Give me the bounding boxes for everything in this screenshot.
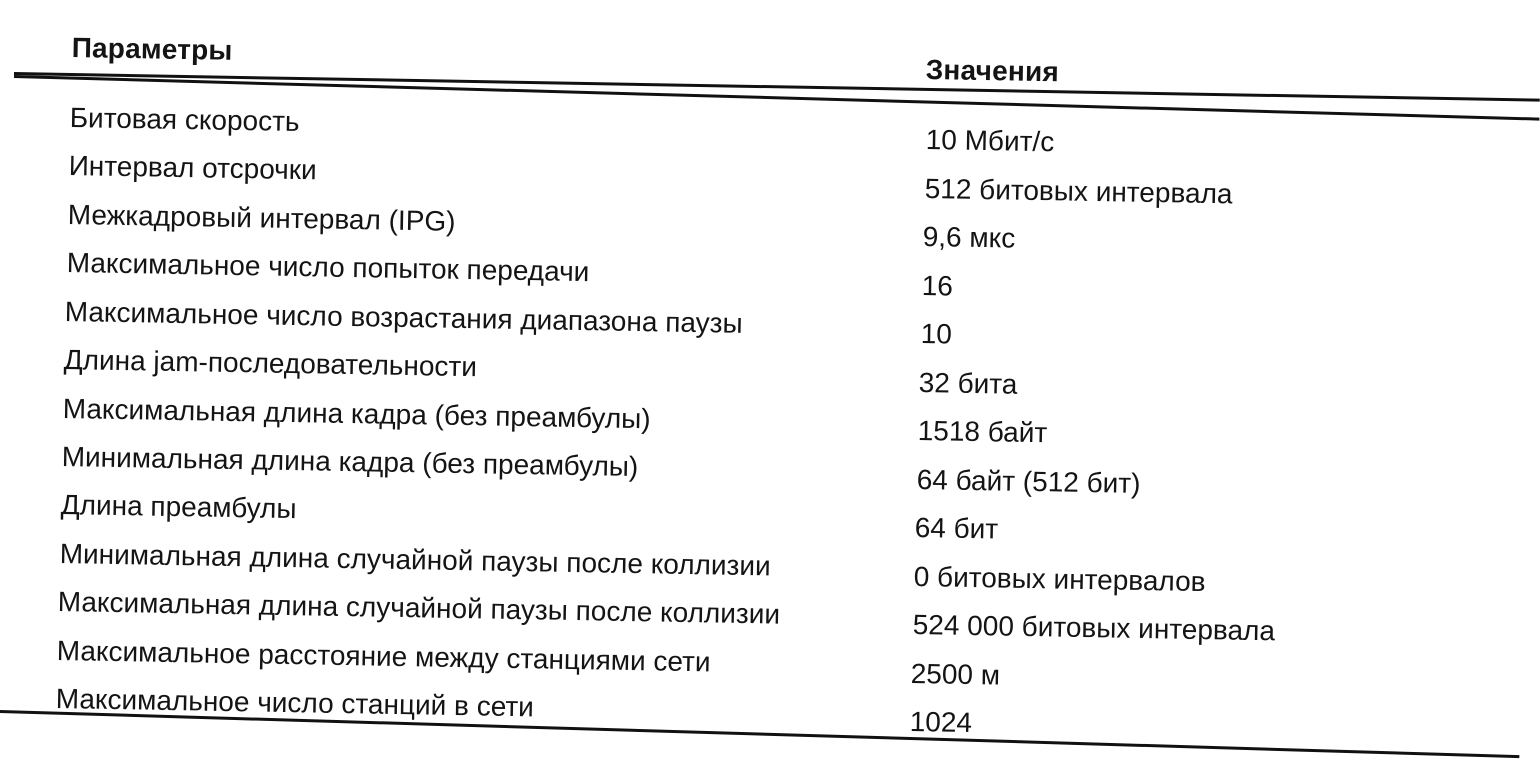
row-parameter: Межкадровый интервал (IPG)	[67, 198, 456, 237]
row-parameter: Максимальное число станций в сети	[55, 683, 535, 723]
row-value: 0 битовых интервалов	[913, 560, 1206, 597]
row-parameter: Длина jam-последовательности	[63, 344, 478, 383]
row-parameter: Длина преамбулы	[60, 489, 297, 525]
row-value: 512 битовых интервала	[924, 172, 1233, 209]
row-value: 524 000 битовых интервала	[912, 609, 1275, 647]
row-value: 10	[920, 318, 952, 350]
row-parameter: Интервал отсрочки	[68, 150, 317, 186]
row-value: 64 байт (512 бит)	[916, 463, 1141, 499]
row-value: 10 Мбит/с	[925, 124, 1055, 158]
column-header-parameters: Параметры	[71, 32, 233, 66]
row-parameter: Минимальная длина случайной паузы после коллизии	[58, 537, 771, 582]
column-header-values: Значения	[925, 54, 1060, 88]
row-parameter: Минимальная длина кадра (без преамбулы)	[61, 440, 639, 482]
row-parameter: Битовая скорость	[69, 102, 300, 138]
row-parameter: Максимальная длина случайной паузы после коллизии	[57, 586, 781, 630]
row-value: 2500 м	[910, 657, 1001, 691]
row-value: 1518 байт	[917, 415, 1048, 449]
row-value: 64 бит	[914, 512, 999, 545]
row-value: 32 бита	[918, 366, 1019, 400]
row-parameter: Максимальное число возрастания диапазона паузы	[64, 295, 744, 339]
row-value: 16	[921, 269, 954, 302]
row-parameter: Максимальная длина кадра (без преамбулы)	[62, 392, 651, 434]
table-bottom-rule	[0, 710, 1519, 758]
row-value: 9,6 мкс	[922, 221, 1016, 254]
row-parameter: Максимальное число попыток передачи	[65, 247, 590, 288]
row-parameter: Максимальное расстояние между станциями сети	[56, 634, 711, 677]
row-value: 1024	[909, 706, 973, 739]
